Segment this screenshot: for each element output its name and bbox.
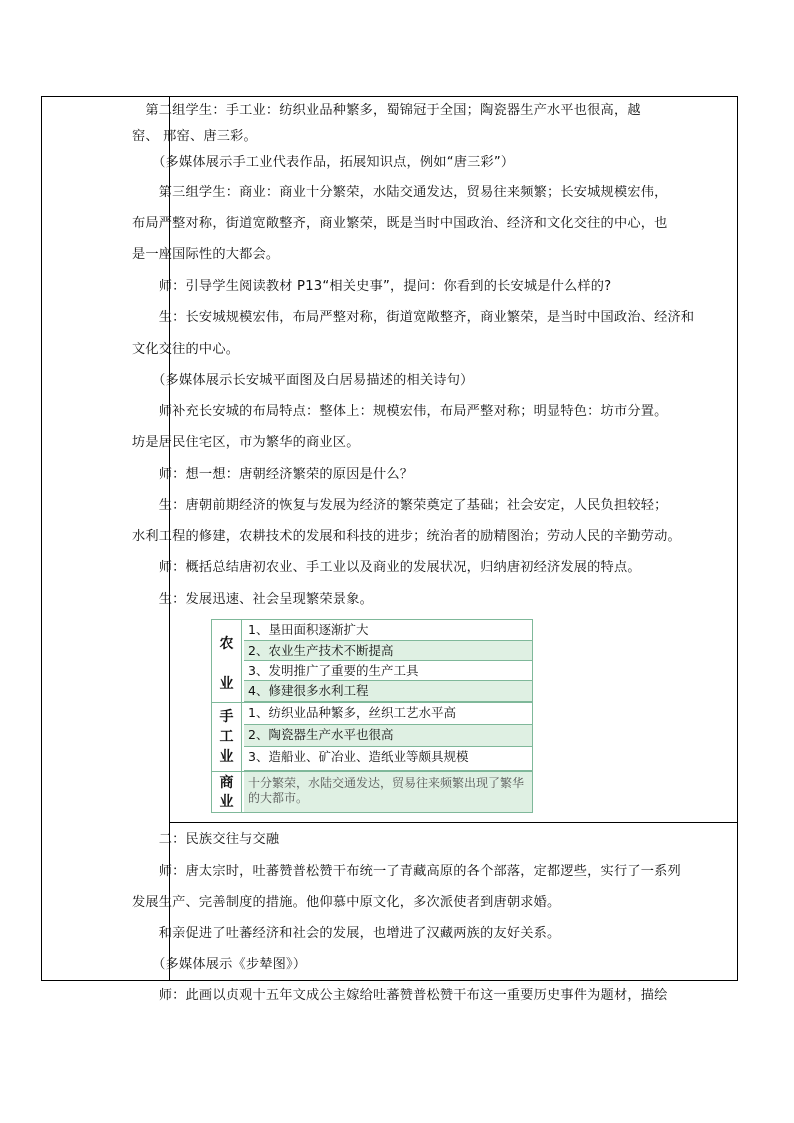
comm-text: 十分繁荣，水陆交通发达，贸易往来频繁出现了繁华的大都市。 (244, 772, 532, 812)
para-line: 生：唐朝前期经济的恢复与发展为经济的繁荣奠定了基础；社会安定，人民负担较轻； (132, 498, 668, 513)
para-line: 水利工程的修建，农耕技术的发展和科技的进步；统治者的励精图治；劳动人民的辛勤劳动。 (132, 529, 681, 544)
para-line: 第二组学生：手工业：纺织业品种繁多，蜀锦冠于全国；陶瓷器生产水平也很高，越 (132, 103, 641, 118)
craft-item: 2、陶瓷器生产水平也很高 (244, 725, 532, 747)
para-line: （多媒体展示长安城平面图及白居易描述的相关诗句） (132, 373, 474, 388)
comm-label: 商 业 (212, 772, 242, 812)
agri-label: 农 业 (212, 620, 242, 702)
para-line: 第三组学生：商业：商业十分繁荣，水陆交通发达，贸易往来频繁；长安城规模宏伟， (132, 185, 668, 200)
para-line: 师：想一想：唐朝经济繁荣的原因是什么？ (132, 467, 414, 482)
row-divider (170, 822, 737, 823)
para-line: 师：概括总结唐初农业、手工业以及商业的发展状况，归纳唐初经济发展的特点。 (132, 560, 641, 575)
para-line: 文化交往的中心。 (132, 342, 240, 357)
section-heading: 二：民族交往与交融 (132, 832, 280, 847)
craft-label: 手 工 业 (212, 703, 242, 771)
para-line: 师补充长安城的布局特点：整体上：规模宏伟，布局严整对称；明显特色：坊市分置。 (132, 404, 668, 419)
agri-item: 2、农业生产技术不断提高 (244, 641, 532, 661)
agri-item: 3、发明推广了重要的生产工具 (244, 661, 532, 681)
para-line: 生：长安城规模宏伟，布局严整对称，街道宽敞整齐，商业繁荣，是当时中国政治、经济和 (132, 310, 695, 325)
agri-item: 1、垦田面积逐渐扩大 (244, 620, 532, 641)
para-line: （多媒体展示《步辇图》） (132, 957, 307, 972)
agri-item: 4、修建很多水利工程 (244, 681, 532, 702)
para-line: 布局严整对称，街道宽敞整齐，商业繁荣，既是当时中国政治、经济和文化交往的中心，也 (132, 216, 668, 231)
para-line: 窑、 邢窑、唐三彩。 (132, 129, 257, 144)
para-line: 是一座国际性的大都会。 (132, 247, 280, 262)
para-line: 师：引导学生阅读教材 P13“相关史事”，提问：你看到的长安城是什么样的? (132, 279, 612, 294)
para-line: 和亲促进了吐蕃经济和社会的发展，也增进了汉藏两族的友好关系。 (132, 926, 561, 941)
para-line: 师：此画以贞观十五年文成公主嫁给吐蕃赞普松赞干布这一重要历史事件为题材，描绘 (132, 988, 668, 1003)
para-line: 师：唐太宗时，吐蕃赞普松赞干布统一了青藏高原的各个部落，定都逻些，实行了一系列 (132, 864, 681, 879)
para-line: 生：发展迅速、社会呈现繁荣景象。 (132, 592, 373, 607)
economy-summary-table (211, 619, 533, 813)
para-line: 发展生产、完善制度的措施。他仰慕中原文化，多次派使者到唐朝求婚。 (132, 895, 561, 910)
craft-item: 3、造船业、矿冶业、造纸业等颇具规模 (244, 747, 532, 771)
para-line: （多媒体展示手工业代表作品，拓展知识点，例如“唐三彩”） (132, 155, 515, 170)
para-line: 坊是居民住宅区，市为繁华的商业区。 (132, 435, 360, 450)
craft-item: 1、纺织业品种繁多，丝织工艺水平高 (244, 703, 532, 725)
